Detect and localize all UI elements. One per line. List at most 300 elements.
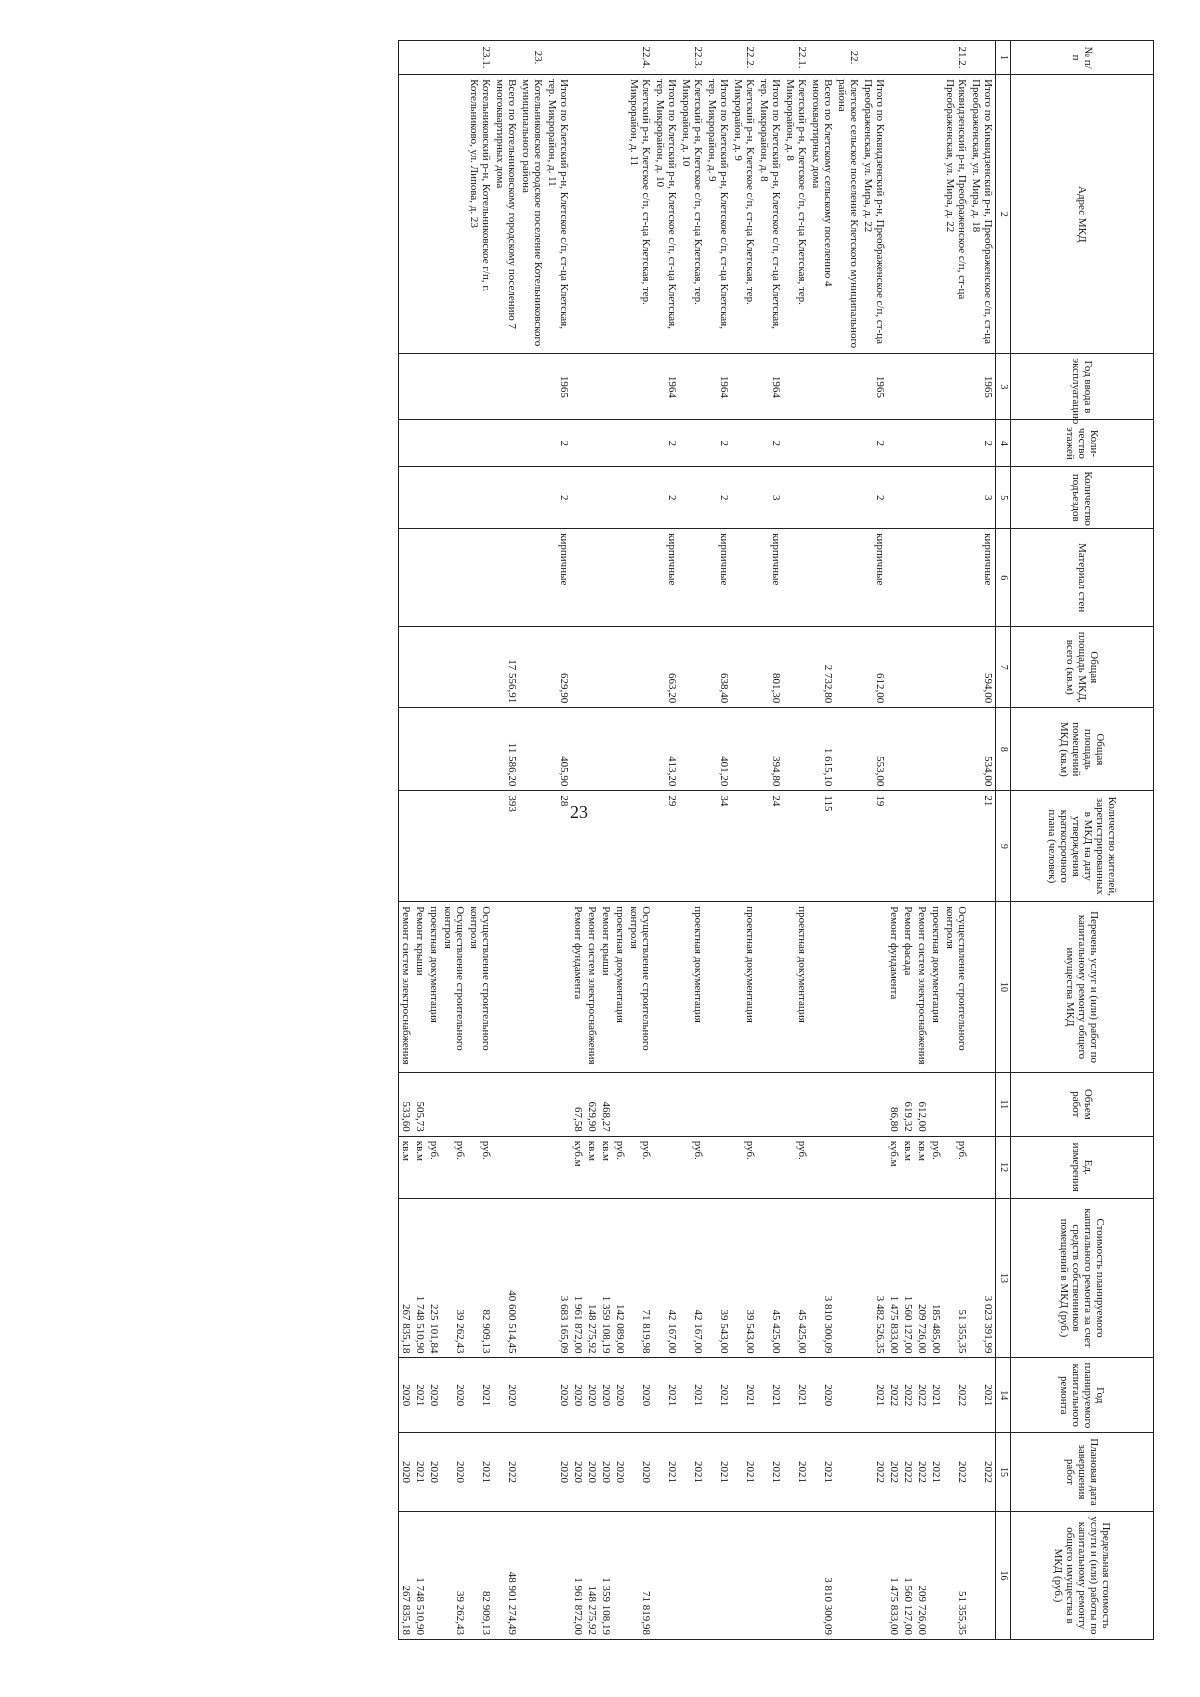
work-volume-cell [835,1072,861,1136]
row-number-cell [915,41,929,75]
table-row [399,41,414,1640]
table-row [627,41,653,1640]
max-cost-cell [757,1511,783,1639]
col-header: Общая площадь МКД, всего (кв.м) [1011,627,1154,708]
floors-cell [835,420,861,467]
floors-cell [901,420,915,467]
unit-cell [835,1136,861,1198]
entrances-cell: 3 [757,467,783,529]
col-header: Коли-чество этажей [1011,420,1154,467]
address-cell: Итого по Клетский р-н, Клетское с/п, ст-ца Клетская, тер. Микрорайон, д. 9 [705,75,731,354]
address-cell [399,75,414,354]
work-type-cell [519,902,545,1073]
rotated-table-container [44,40,1154,1640]
entrances-cell [783,467,809,529]
row-number-cell: 23. [519,41,545,75]
planned-year-cell: 2021 [705,1358,731,1433]
premises-area-cell [441,708,467,791]
work-type-cell: Осуществление строительного контроля [627,902,653,1073]
floors-cell [915,420,929,467]
residents-cell [929,791,943,902]
unit-cell: руб. [731,1136,757,1198]
wall-material-cell: кирпичные [545,529,571,627]
address-cell: Итого по Клетский р-н, Клетское с/п, ст-ца Клетская, тер. Микрорайон, д. 11 [545,75,571,354]
wall-material-cell [835,529,861,627]
planned-year-cell: 2021 [861,1358,887,1433]
row-number-cell [545,41,571,75]
completion-date-cell: 2022 [943,1433,969,1512]
total-area-cell: 2 732,80 [809,627,835,708]
row-number-cell [901,41,915,75]
work-volume-cell: 505,73 [413,1072,427,1136]
table-row [467,41,493,1640]
year-built-cell: 1965 [969,354,996,420]
table-row [427,41,441,1640]
residents-cell [413,791,427,902]
planned-year-cell: 2022 [887,1358,901,1433]
total-area-cell [901,627,915,708]
wall-material-cell [731,529,757,627]
planned-year-cell [835,1358,861,1433]
planned-year-cell: 2022 [943,1358,969,1433]
residents-cell [679,791,705,902]
floors-cell [571,420,585,467]
residents-cell [731,791,757,902]
col-number: 16 [996,1511,1011,1639]
planned-cost-cell: 142 089,00 [613,1198,627,1358]
planned-year-cell: 2022 [901,1358,915,1433]
planned-year-cell: 2021 [413,1358,427,1433]
total-area-cell [599,627,613,708]
work-type-cell: Ремонт систем электроснабжения [585,902,599,1073]
unit-cell [809,1136,835,1198]
address-cell [613,75,627,354]
col-number: 4 [996,420,1011,467]
entrances-cell [929,467,943,529]
floors-cell: 2 [705,420,731,467]
col-header: Ед. измерения [1011,1136,1154,1198]
row-number-cell [427,41,441,75]
row-number-cell [887,41,901,75]
premises-area-cell [599,708,613,791]
max-cost-cell: 3 810 300,09 [809,1511,835,1639]
work-volume-cell [519,1072,545,1136]
residents-cell: 29 [653,791,679,902]
col-number: 2 [996,75,1011,354]
year-built-cell [943,354,969,420]
premises-area-cell [427,708,441,791]
work-volume-cell: 468,27 [599,1072,613,1136]
work-volume-cell [757,1072,783,1136]
floors-cell [731,420,757,467]
residents-cell: 393 [493,791,519,902]
work-type-cell: Ремонт крыши [599,902,613,1073]
row-number-cell [809,41,835,75]
total-area-cell: 17 556,91 [493,627,519,708]
address-cell: Котельниковский р-н, Котельниковское г/п, г. Котельниково, ул. Липова, д. 23 [467,75,493,354]
unit-cell: куб.м [887,1136,901,1198]
wall-material-cell [783,529,809,627]
max-cost-cell [545,1511,571,1639]
completion-date-cell: 2020 [427,1433,441,1512]
max-cost-cell: 48 901 274,49 [493,1511,519,1639]
floors-cell [627,420,653,467]
floors-cell [929,420,943,467]
max-cost-cell [835,1511,861,1639]
wall-material-cell: кирпичные [705,529,731,627]
address-cell: Клетский р-н, Клетское с/п, ст-ца Клетская, тер. Микрорайон, д. 9 [731,75,757,354]
row-number-cell [861,41,887,75]
planned-year-cell: 2021 [757,1358,783,1433]
premises-area-cell: 394,80 [757,708,783,791]
table-row [915,41,929,1640]
planned-year-cell: 2021 [969,1358,996,1433]
wall-material-cell [493,529,519,627]
completion-date-cell: 2021 [757,1433,783,1512]
premises-area-cell [943,708,969,791]
table-row [901,41,915,1640]
unit-cell: руб. [943,1136,969,1198]
table-row [413,41,427,1640]
floors-cell: 2 [545,420,571,467]
entrances-cell [441,467,467,529]
year-built-cell [585,354,599,420]
total-area-cell [887,627,901,708]
total-area-cell [915,627,929,708]
residents-cell [613,791,627,902]
year-built-cell [835,354,861,420]
address-cell: Всего по Клетскому сельскому поселению 4 многоквартирных дома [809,75,835,354]
max-cost-cell: 39 262,43 [441,1511,467,1639]
floors-cell [943,420,969,467]
unit-cell [519,1136,545,1198]
planned-cost-cell: 1 359 108,19 [599,1198,613,1358]
planned-cost-cell: 39 262,43 [441,1198,467,1358]
premises-area-cell [585,708,599,791]
work-volume-cell [653,1072,679,1136]
completion-date-cell: 2021 [809,1433,835,1512]
row-number-cell [757,41,783,75]
work-type-cell: проектная документация [679,902,705,1073]
col-number: 6 [996,529,1011,627]
total-area-cell [519,627,545,708]
entrances-cell: 2 [705,467,731,529]
row-number-cell [653,41,679,75]
max-cost-cell [519,1511,545,1639]
entrances-cell [835,467,861,529]
table-row [493,41,519,1640]
wall-material-cell [901,529,915,627]
work-type-cell: Ремонт фундамента [887,902,901,1073]
completion-date-cell: 2021 [783,1433,809,1512]
wall-material-cell [627,529,653,627]
entrances-cell [571,467,585,529]
col-header: № п/п [1011,41,1154,75]
unit-cell: руб. [679,1136,705,1198]
year-built-cell: 1964 [653,354,679,420]
max-cost-cell: 1 748 510,90 [413,1511,427,1639]
residents-cell [519,791,545,902]
work-type-cell [861,902,887,1073]
unit-cell: руб. [427,1136,441,1198]
completion-date-cell: 2021 [929,1433,943,1512]
premises-area-cell [835,708,861,791]
premises-area-cell [783,708,809,791]
planned-year-cell: 2020 [441,1358,467,1433]
col-header: Адрес МКД [1011,75,1154,354]
max-cost-cell [705,1511,731,1639]
address-cell [585,75,599,354]
work-volume-cell [809,1072,835,1136]
completion-date-cell: 2020 [613,1433,627,1512]
work-type-cell: Осуществление строительного контроля [943,902,969,1073]
completion-date-cell: 2020 [599,1433,613,1512]
premises-area-cell [413,708,427,791]
planned-cost-cell: 3 810 300,09 [809,1198,835,1358]
year-built-cell: 1965 [861,354,887,420]
entrances-cell [901,467,915,529]
residents-cell [901,791,915,902]
row-number-cell: 22.4. [627,41,653,75]
residents-cell: 115 [809,791,835,902]
wall-material-cell [427,529,441,627]
row-number-cell: 21.2. [943,41,969,75]
work-volume-cell [705,1072,731,1136]
premises-area-cell: 11 586,20 [493,708,519,791]
address-cell: Клетский р-н, Клетское с/п, ст-ца Клетская, тер. Микрорайон, д. 11 [627,75,653,354]
col-header: Количество жителей, зарегистрированных в МКД на дату утверждения краткосрочного плана (человек) [1011,791,1154,902]
col-header: Стоимость планируемого капитального ремонта за счет средств собственников помещений в МКД (руб.) [1011,1198,1154,1358]
unit-cell: руб. [441,1136,467,1198]
total-area-cell [679,627,705,708]
planned-year-cell: 2020 [809,1358,835,1433]
col-header: Материал стен [1011,529,1154,627]
year-built-cell [731,354,757,420]
planned-year-cell: 2021 [783,1358,809,1433]
row-number-cell [705,41,731,75]
table-row [519,41,545,1640]
entrances-cell [731,467,757,529]
row-number-cell: 23.1. [467,41,493,75]
planned-year-cell: 2020 [399,1358,414,1433]
address-cell [441,75,467,354]
max-cost-cell: 1 961 872,00 [571,1511,585,1639]
entrances-cell [399,467,414,529]
entrances-cell [599,467,613,529]
total-area-cell: 638,40 [705,627,731,708]
work-volume-cell [943,1072,969,1136]
residents-cell: 28 [545,791,571,902]
work-volume-cell [861,1072,887,1136]
planned-year-cell: 2020 [585,1358,599,1433]
row-number-cell: 22.1. [783,41,809,75]
planned-year-cell: 2020 [627,1358,653,1433]
year-built-cell [783,354,809,420]
unit-cell: кв.м [585,1136,599,1198]
planned-year-cell: 2020 [571,1358,585,1433]
table-row [653,41,679,1640]
year-built-cell [493,354,519,420]
row-number-cell: 22. [835,41,861,75]
wall-material-cell [585,529,599,627]
col-number: 14 [996,1358,1011,1433]
entrances-cell [809,467,835,529]
planned-cost-cell: 3 482 526,35 [861,1198,887,1358]
year-built-cell [413,354,427,420]
work-type-cell: проектная документация [613,902,627,1073]
residents-cell [427,791,441,902]
residents-cell [783,791,809,902]
row-number-cell: 22.3. [679,41,705,75]
planned-cost-cell: 1 560 127,00 [901,1198,915,1358]
premises-area-cell: 401,20 [705,708,731,791]
residents-cell [467,791,493,902]
completion-date-cell: 2020 [441,1433,467,1512]
year-built-cell [915,354,929,420]
work-volume-cell [783,1072,809,1136]
max-cost-cell: 71 819,98 [627,1511,653,1639]
work-volume-cell [969,1072,996,1136]
completion-date-cell: 2020 [399,1433,414,1512]
unit-cell: кв.м [915,1136,929,1198]
year-built-cell [599,354,613,420]
col-header: Год ввода в эксплуатацию [1011,354,1154,420]
entrances-cell [887,467,901,529]
planned-year-cell: 2021 [731,1358,757,1433]
planned-year-cell: 2020 [599,1358,613,1433]
premises-area-cell [887,708,901,791]
year-built-cell: 1964 [705,354,731,420]
planned-year-cell [519,1358,545,1433]
work-type-cell [757,902,783,1073]
col-header: Предельная стоимость услуги и (или) работы по капитальному ремонту общего имущества в МКД (руб.) [1011,1511,1154,1639]
completion-date-cell: 2021 [731,1433,757,1512]
col-header: Перечень услуг и (или) работ по капитальному ремонту общего имущества МКД [1011,902,1154,1073]
work-volume-cell [427,1072,441,1136]
max-cost-cell [679,1511,705,1639]
year-built-cell: 1965 [545,354,571,420]
unit-cell: руб. [929,1136,943,1198]
work-type-cell: проектная документация [731,902,757,1073]
floors-cell [887,420,901,467]
planned-cost-cell: 45 425,00 [757,1198,783,1358]
address-cell [599,75,613,354]
max-cost-cell: 1 475 833,00 [887,1511,901,1639]
work-volume-cell: 612,00 [915,1072,929,1136]
wall-material-cell [809,529,835,627]
row-number-cell [399,41,414,75]
table-row [809,41,835,1640]
entrances-cell [427,467,441,529]
completion-date-cell: 2022 [861,1433,887,1512]
work-volume-cell [545,1072,571,1136]
work-type-cell: Осуществление строительного контроля [441,902,467,1073]
residents-cell: 21 [969,791,996,902]
col-number: 1 [996,41,1011,75]
year-built-cell [571,354,585,420]
unit-cell [861,1136,887,1198]
address-cell [929,75,943,354]
wall-material-cell [887,529,901,627]
entrances-cell [493,467,519,529]
planned-cost-cell: 39 543,00 [705,1198,731,1358]
work-type-cell: Ремонт фундамента [571,902,585,1073]
unit-cell: кв.м [901,1136,915,1198]
work-volume-cell: 533,60 [399,1072,414,1136]
work-type-cell: проектная документация [427,902,441,1073]
residents-cell: 19 [861,791,887,902]
planned-year-cell: 2020 [427,1358,441,1433]
row-number-cell [441,41,467,75]
unit-cell: руб. [467,1136,493,1198]
col-number: 3 [996,354,1011,420]
unit-cell [969,1136,996,1198]
wall-material-cell: кирпичные [969,529,996,627]
wall-material-cell [441,529,467,627]
planned-year-cell: 2022 [915,1358,929,1433]
premises-area-cell: 413,20 [653,708,679,791]
total-area-cell [627,627,653,708]
total-area-cell [571,627,585,708]
entrances-cell [613,467,627,529]
col-header: Объем работ [1011,1072,1154,1136]
work-volume-cell: 86,80 [887,1072,901,1136]
max-cost-cell [929,1511,943,1639]
completion-date-cell: 2022 [887,1433,901,1512]
unit-cell: кв.м [413,1136,427,1198]
total-area-cell [467,627,493,708]
work-volume-cell [679,1072,705,1136]
planned-cost-cell: 148 275,92 [585,1198,599,1358]
year-built-cell [627,354,653,420]
address-cell [901,75,915,354]
completion-date-cell: 2021 [705,1433,731,1512]
address-cell [915,75,929,354]
planned-year-cell: 2021 [679,1358,705,1433]
premises-area-cell [901,708,915,791]
address-cell: Итого по Клетский р-н, Клетское с/п, ст-ца Клетская, тер. Микрорайон, д. 10 [653,75,679,354]
col-header: Год планируемого капитального ремонта [1011,1358,1154,1433]
completion-date-cell [519,1433,545,1512]
unit-cell: куб.м [571,1136,585,1198]
planned-cost-cell: 185 485,00 [929,1198,943,1358]
premises-area-cell [627,708,653,791]
col-header: Количество подъездов [1011,467,1154,529]
planned-year-cell: 2021 [653,1358,679,1433]
table-row [835,41,861,1640]
col-header: Плановая дата завершения работ [1011,1433,1154,1512]
entrances-cell: 3 [969,467,996,529]
year-built-cell [929,354,943,420]
planned-cost-cell: 1 748 510,90 [413,1198,427,1358]
table-row [679,41,705,1640]
completion-date-cell: 2021 [413,1433,427,1512]
year-built-cell [467,354,493,420]
completion-date-cell: 2021 [653,1433,679,1512]
planned-cost-cell: 51 355,35 [943,1198,969,1358]
address-cell [427,75,441,354]
unit-cell [757,1136,783,1198]
premises-area-cell [731,708,757,791]
floors-cell [679,420,705,467]
total-area-cell [427,627,441,708]
capital-repair-table [398,40,1154,1640]
page-number: 23 [570,802,588,822]
unit-cell [653,1136,679,1198]
completion-date-cell: 2022 [901,1433,915,1512]
unit-cell: руб. [783,1136,809,1198]
work-volume-cell [929,1072,943,1136]
